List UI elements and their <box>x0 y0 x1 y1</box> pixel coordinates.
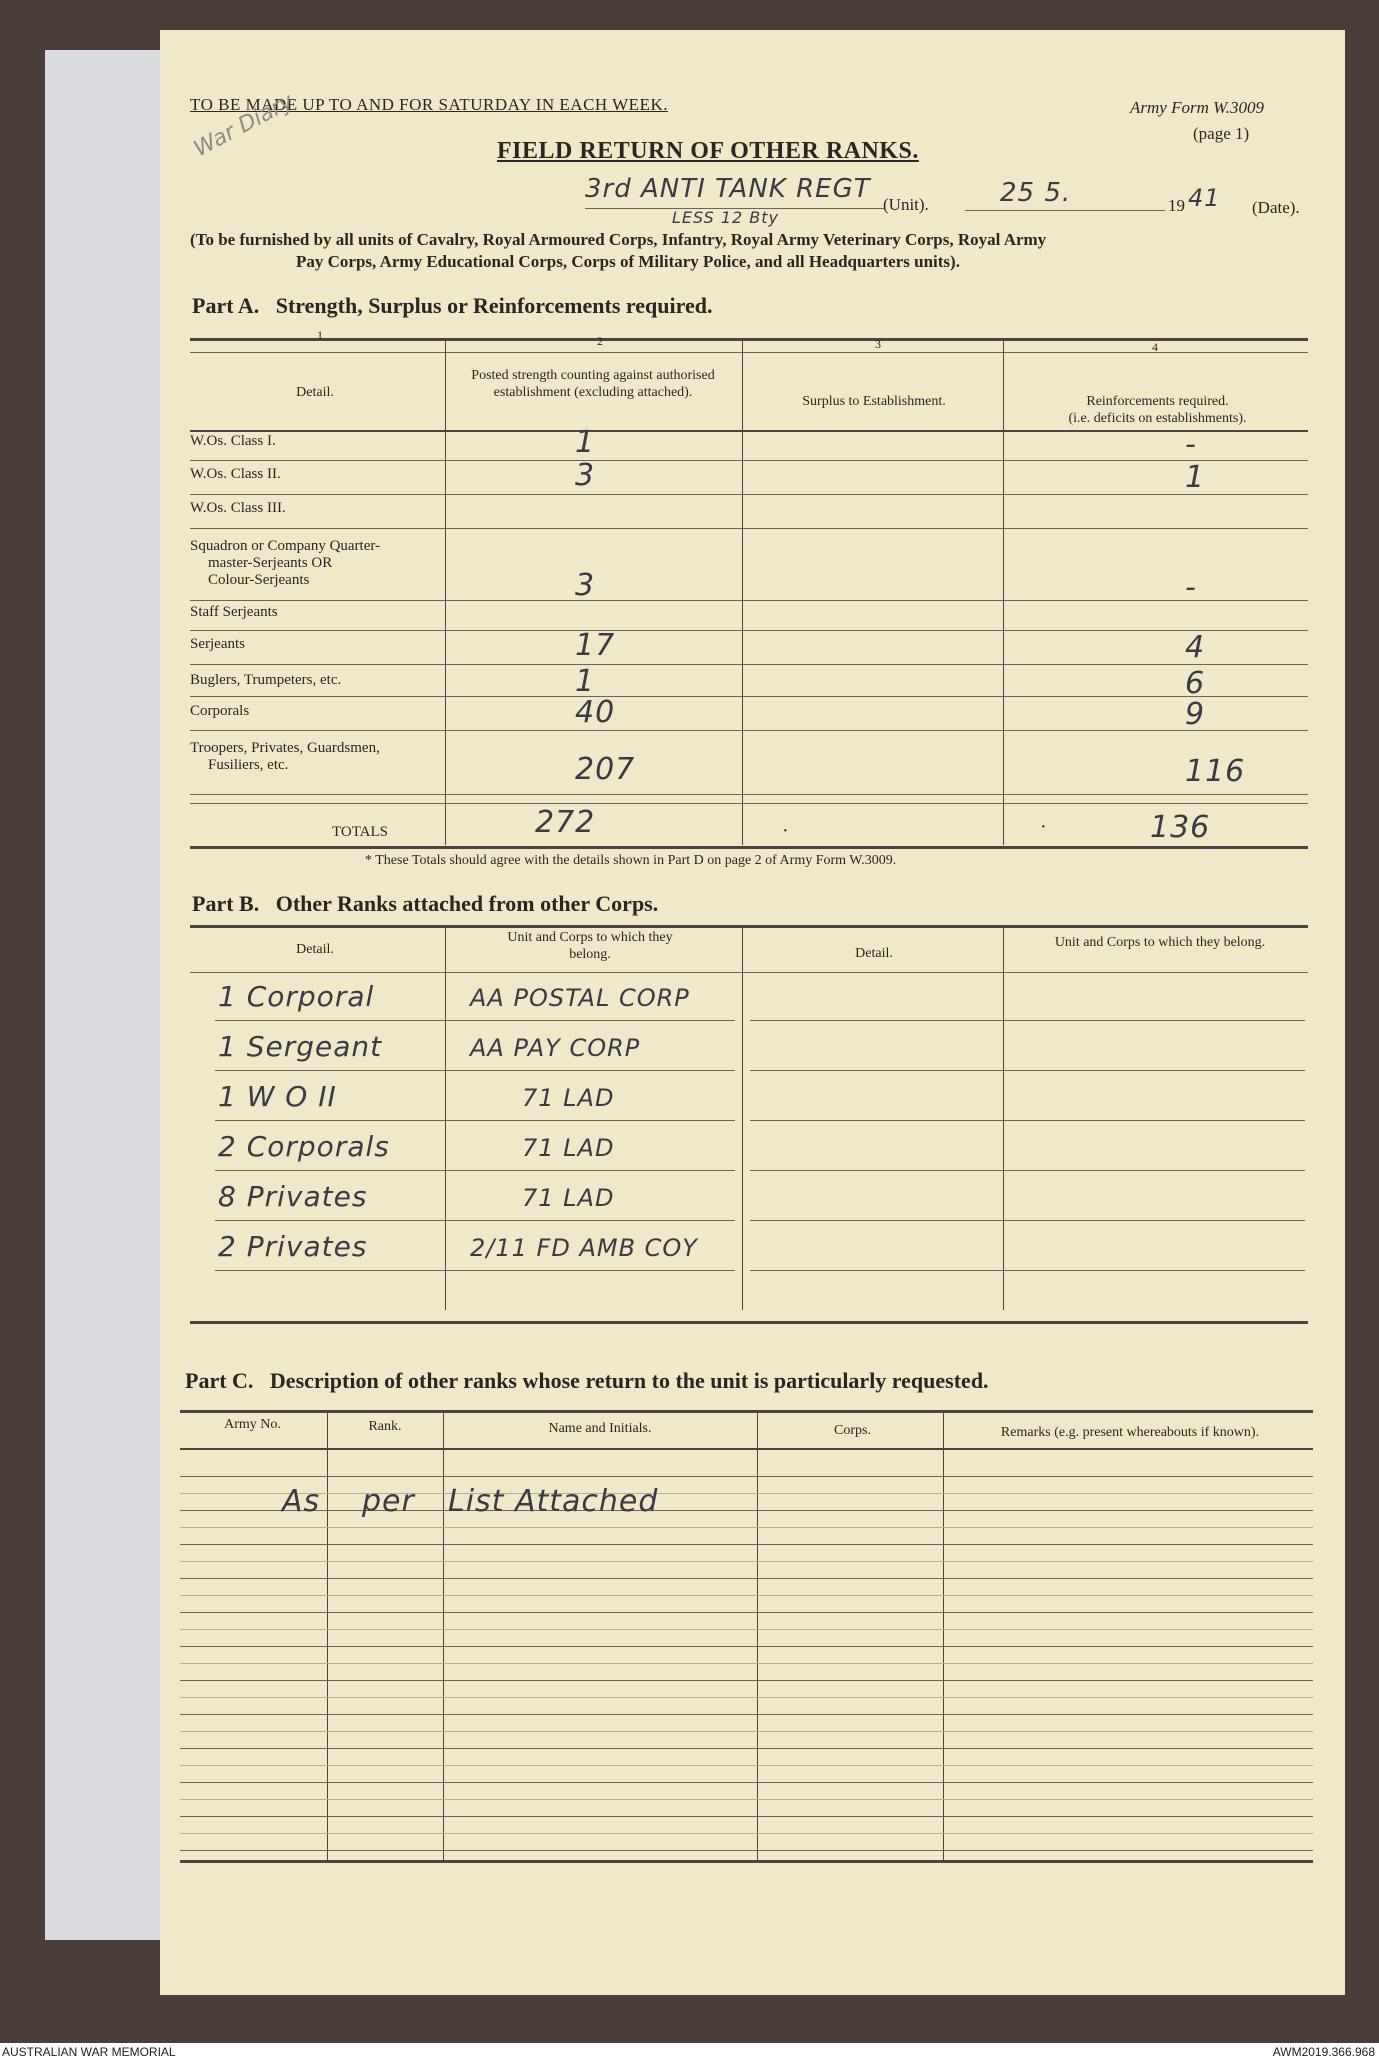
part-a-row-rule <box>190 460 1308 461</box>
date-underline <box>965 210 1165 211</box>
date-value: 25 5. <box>1000 178 1072 208</box>
part-c-col-div-3 <box>757 1412 758 1860</box>
part-a-col-div-1 <box>445 340 446 845</box>
part-c-bottom-rule <box>180 1860 1313 1863</box>
part-c-row-rule <box>180 1748 1313 1749</box>
part-c-col-div-2 <box>443 1412 444 1860</box>
part-b-row-rule <box>215 1220 735 1221</box>
part-a-row-rule <box>190 696 1308 697</box>
part-a-row-rule <box>190 794 1308 795</box>
part-c-col-corps: Corps. <box>834 1423 871 1438</box>
part-a-row-label: Corporals <box>190 703 250 719</box>
part-c-row-rule <box>180 1714 1313 1715</box>
part-a-row-label: Troopers, Privates, Guardsmen, <box>190 740 380 756</box>
col-number-1: 1 <box>317 328 323 342</box>
part-c-entry-2: per <box>362 1484 415 1519</box>
part-c-heading: Part C. Description of other ranks whose return to the unit is particularly requested. <box>185 1368 989 1393</box>
part-c-col-div-1 <box>327 1412 328 1860</box>
part-c-row-rule <box>180 1731 1313 1732</box>
attached-detail: 1 W O II <box>218 1080 337 1113</box>
part-a-row-rule <box>190 630 1308 631</box>
reinforcement-value: - <box>1185 570 1197 605</box>
posted-strength-value: 1 <box>575 664 596 699</box>
part-b-row-rule <box>215 1170 735 1171</box>
posted-strength-value: 40 <box>575 695 616 730</box>
col-reinf-header-1: Reinforcements required. <box>1086 394 1229 409</box>
part-a-row-rule <box>190 528 1308 529</box>
instruction-line: TO BE MADE UP TO AND FOR SATURDAY IN EACH WEEK. <box>190 95 668 114</box>
part-a-col-div-3 <box>1003 340 1004 845</box>
col-posted-header: Posted strength counting against authorised establishment (excluding attached). <box>471 368 715 400</box>
totals-label: TOTALS <box>332 824 389 840</box>
part-c-row-rule <box>180 1510 1313 1511</box>
attached-unit: 71 LAD <box>522 1134 615 1162</box>
form-title: FIELD RETURN OF OTHER RANKS. <box>497 138 919 164</box>
part-b-top-rule <box>190 925 1308 928</box>
col-detail-header: Detail. <box>296 385 334 400</box>
part-c-row-rule <box>180 1663 1313 1664</box>
attached-unit: AA POSTAL CORP <box>470 984 690 1012</box>
unit-underline <box>585 208 885 209</box>
part-a-row-label: W.Os. Class II. <box>190 466 281 482</box>
part-b-row-rule <box>215 1020 735 1021</box>
part-c-row-rule <box>180 1850 1313 1851</box>
posted-strength-value: 17 <box>575 628 616 663</box>
attached-detail: 1 Sergeant <box>218 1030 383 1063</box>
part-b-row-rule <box>750 1020 1305 1021</box>
part-b-col-div-2 <box>742 927 743 1310</box>
date-label: (Date). <box>1252 198 1300 217</box>
attached-unit: 71 LAD <box>522 1084 615 1112</box>
part-b-heading: Part B. Other Ranks attached from other Corps. <box>192 891 659 916</box>
part-b-col-div-3 <box>1003 927 1004 1310</box>
part-c-col-div-4 <box>943 1412 944 1860</box>
part-c-row-rule <box>180 1799 1313 1800</box>
part-b-col-unit: Unit and Corps to which they belong. <box>507 930 673 962</box>
part-a-top-rule <box>190 338 1308 341</box>
footer-bar <box>0 2043 1379 2061</box>
part-b-col-detail-2: Detail. <box>855 946 893 961</box>
attached-detail: 2 Privates <box>218 1230 368 1263</box>
col-surplus-header: Surplus to Establishment. <box>802 394 946 409</box>
part-c-row-rule <box>180 1629 1313 1630</box>
part-c-top-rule <box>180 1410 1313 1413</box>
part-b-row-rule <box>215 1070 735 1071</box>
attached-detail: 8 Privates <box>218 1180 368 1213</box>
part-a-row-rule <box>190 730 1308 731</box>
part-a-header-rule <box>190 430 1308 432</box>
part-a-row-rule <box>190 494 1308 495</box>
attached-unit: AA PAY CORP <box>470 1034 641 1062</box>
col-number-4: 4 <box>1152 340 1158 354</box>
furnish-line-2: Pay Corps, Army Educational Corps, Corps of Military Police, and all Headquarters units). <box>296 252 960 271</box>
part-c-row-rule <box>180 1680 1313 1681</box>
attached-unit: 2/11 FD AMB COY <box>470 1234 698 1262</box>
reinforcement-value: 6 <box>1185 666 1206 701</box>
part-c-col-name: Name and Initials. <box>548 1421 652 1436</box>
part-b-col-unit-2: Unit and Corps to which they belong. <box>1054 935 1266 950</box>
footer-right: AWM2019.366.968 <box>1272 2045 1375 2059</box>
posted-strength-value: 3 <box>575 568 596 603</box>
part-a-row-label: Serjeants <box>190 636 245 652</box>
part-c-entry-3: List Attached <box>448 1484 659 1519</box>
col-number-3: 3 <box>875 337 881 351</box>
part-c-row-rule <box>180 1595 1313 1596</box>
part-c-row-rule <box>180 1833 1313 1834</box>
part-b-header-rule <box>190 972 1308 973</box>
totals-reinf-dot: · <box>1040 816 1047 838</box>
part-a-heading: Part A. Strength, Surplus or Reinforcements required. <box>192 293 713 318</box>
totals-reinf: 136 <box>1150 810 1211 845</box>
part-c-col-rank: Rank. <box>368 1419 402 1434</box>
furnish-line-1: (To be furnished by all units of Cavalry, Royal Armoured Corps, Infantry, Royal Army Veterinary Corps, Royal Army <box>190 230 1047 249</box>
part-c-row-rule <box>180 1697 1313 1698</box>
reinforcement-value: 4 <box>1185 630 1206 665</box>
margin-note: War Diary <box>190 88 298 163</box>
part-c-row-rule <box>180 1646 1313 1647</box>
col-reinf-header-2: (i.e. deficits on establishments). <box>1068 411 1247 426</box>
part-c-row-rule <box>180 1493 1313 1494</box>
part-a-row-rule <box>190 803 1308 804</box>
part-b-bottom-rule <box>190 1321 1308 1324</box>
part-b-row-rule <box>750 1120 1305 1121</box>
part-a-row-label: Staff Serjeants <box>190 604 278 620</box>
part-b-row-rule <box>750 1070 1305 1071</box>
reinforcement-value: 116 <box>1185 754 1246 789</box>
part-a-row-label: master-Serjeants OR <box>208 555 333 571</box>
part-c-row-rule <box>180 1816 1313 1817</box>
attached-detail: 1 Corporal <box>218 980 375 1013</box>
part-b-col-div-1 <box>445 927 446 1310</box>
unit-label: (Unit). <box>883 195 929 214</box>
part-c-row-rule <box>180 1612 1313 1613</box>
unit-sub: LESS 12 Bty <box>672 208 780 227</box>
part-b-row-rule <box>750 1170 1305 1171</box>
footer-left: AUSTRALIAN WAR MEMORIAL <box>2 2045 176 2059</box>
part-a-row-label: Squadron or Company Quarter- <box>190 538 381 554</box>
part-a-row-label: Colour-Serjeants <box>208 572 310 588</box>
posted-strength-value: 1 <box>575 425 596 460</box>
part-c-row-rule <box>180 1765 1313 1766</box>
reinforcement-value: 9 <box>1185 697 1206 732</box>
part-a-row-label: Fusiliers, etc. <box>208 757 289 773</box>
part-c-header-rule <box>180 1448 1313 1450</box>
reinforcement-value: 1 <box>1185 460 1206 495</box>
part-c-row-rule <box>180 1782 1313 1783</box>
col-number-2: 2 <box>597 334 603 348</box>
part-c-row-rule <box>180 1578 1313 1579</box>
part-a-row-label: W.Os. Class I. <box>190 433 276 449</box>
page-number: (page 1) <box>1193 124 1250 143</box>
part-b-col-detail: Detail. <box>296 942 334 957</box>
part-c-row-rule <box>180 1561 1313 1562</box>
year-suffix: 41 <box>1188 184 1221 212</box>
reinforcement-value: - <box>1185 427 1197 462</box>
attached-detail: 2 Corporals <box>218 1130 390 1163</box>
part-b-row-rule <box>215 1120 735 1121</box>
part-a-row-label: W.Os. Class III. <box>190 500 286 516</box>
part-b-row-rule <box>750 1270 1305 1271</box>
part-c-row-rule <box>180 1476 1313 1477</box>
unit-value: 3rd ANTI TANK REGT <box>585 174 871 204</box>
part-c-entry-1: As <box>282 1484 321 1519</box>
part-a-number-rule <box>190 352 1308 353</box>
posted-strength-value: 3 <box>575 458 596 493</box>
form-id: Army Form W.3009 <box>1130 98 1264 117</box>
part-c-row-rule <box>180 1544 1313 1545</box>
part-c-col-army-no: Army No. <box>224 1417 281 1432</box>
totals-note: * These Totals should agree with the details shown in Part D on page 2 of Army Form W.3009. <box>365 853 897 868</box>
part-a-row-rule <box>190 664 1308 665</box>
year-prefix: 19 <box>1168 196 1185 215</box>
part-a-row-rule <box>190 600 1308 601</box>
attached-unit: 71 LAD <box>522 1184 615 1212</box>
part-b-row-rule <box>750 1220 1305 1221</box>
posted-strength-value: 207 <box>575 752 636 787</box>
part-a-row-label: Buglers, Trumpeters, etc. <box>190 672 342 688</box>
totals-surplus-dot: · <box>782 820 789 842</box>
part-a-col-div-2 <box>742 340 743 845</box>
part-c-row-rule <box>180 1527 1313 1528</box>
totals-posted: 272 <box>535 805 596 840</box>
part-c-col-remarks: Remarks (e.g. present whereabouts if known). <box>1000 1425 1260 1440</box>
part-b-row-rule <box>215 1270 735 1271</box>
part-a-bottom-rule <box>190 846 1308 849</box>
